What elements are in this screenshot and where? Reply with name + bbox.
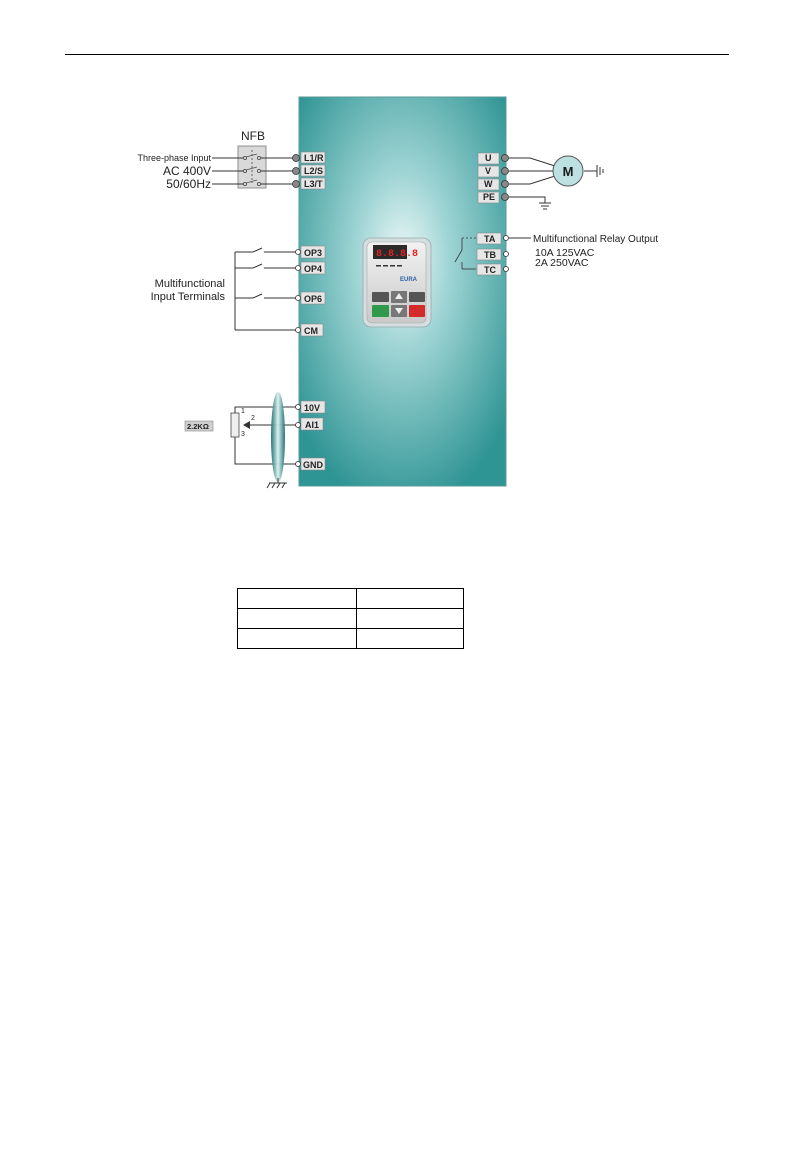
wiper-arrow-icon — [243, 421, 250, 429]
table-cell — [238, 589, 357, 609]
terminal-ai1: AI1 — [305, 420, 320, 430]
terminal-tb: TB — [484, 250, 496, 260]
table-row — [238, 629, 464, 649]
pot-label: 2.2KΩ — [187, 422, 209, 431]
terminal-v: V — [485, 166, 492, 176]
pot-pin-1: 1 — [241, 408, 245, 415]
terminal-l2: L2/S — [304, 166, 324, 176]
terminal-op3: OP3 — [304, 248, 323, 258]
terminal-cm: CM — [304, 326, 318, 336]
pot-pin-3: 3 — [241, 431, 245, 438]
di-wiring — [235, 248, 296, 330]
keypad-display-text: 8.8.8.8 — [376, 249, 419, 260]
table-cell — [357, 589, 464, 609]
terminal-tc: TC — [484, 265, 496, 275]
keypad — [363, 238, 431, 327]
nfb-breaker — [238, 146, 266, 188]
input-label-1: AC 400V — [162, 164, 211, 178]
parameter-table — [237, 588, 464, 649]
nfb-label: NFB — [241, 129, 265, 143]
terminal-10v: 10V — [304, 403, 321, 413]
keypad-brand: EURA — [400, 277, 418, 283]
table-row — [238, 589, 464, 609]
di-label-1: Input Terminals — [150, 291, 225, 303]
table-cell — [238, 629, 357, 649]
motor-label: M — [562, 164, 574, 179]
terminal-l1: L1/R — [304, 153, 324, 163]
table-cell — [357, 629, 464, 649]
terminal-pe: PE — [483, 192, 496, 202]
relay-label-2: 2A 250VAC — [535, 257, 589, 269]
terminal-ta: TA — [484, 234, 496, 244]
pot-pin-2: 2 — [251, 415, 255, 422]
potentiometer-icon — [231, 413, 239, 437]
relay-label-1: 10A 125VAC — [535, 247, 595, 259]
input-label-2: 50/60Hz — [166, 177, 211, 191]
terminal-l3: L3/T — [304, 179, 323, 189]
terminal-op6: OP6 — [304, 294, 323, 304]
table-cell — [357, 609, 464, 629]
key-stop-button[interactable] — [409, 305, 425, 317]
terminal-op4: OP4 — [304, 264, 323, 274]
terminal-u: U — [485, 153, 492, 163]
table-row — [238, 609, 464, 629]
input-label-0: Three-phase Input — [137, 153, 211, 163]
shield-icon — [271, 392, 285, 482]
key-ent-button[interactable] — [409, 292, 425, 302]
relay-label-0: Multifunctional Relay Output — [533, 234, 659, 245]
key-run-button[interactable] — [372, 305, 389, 317]
terminal-gnd: GND — [303, 460, 323, 470]
table-cell — [238, 609, 357, 629]
di-label-0: Multifunctional — [154, 278, 225, 290]
terminal-w: W — [484, 179, 493, 189]
key-prg-button[interactable] — [372, 292, 389, 302]
